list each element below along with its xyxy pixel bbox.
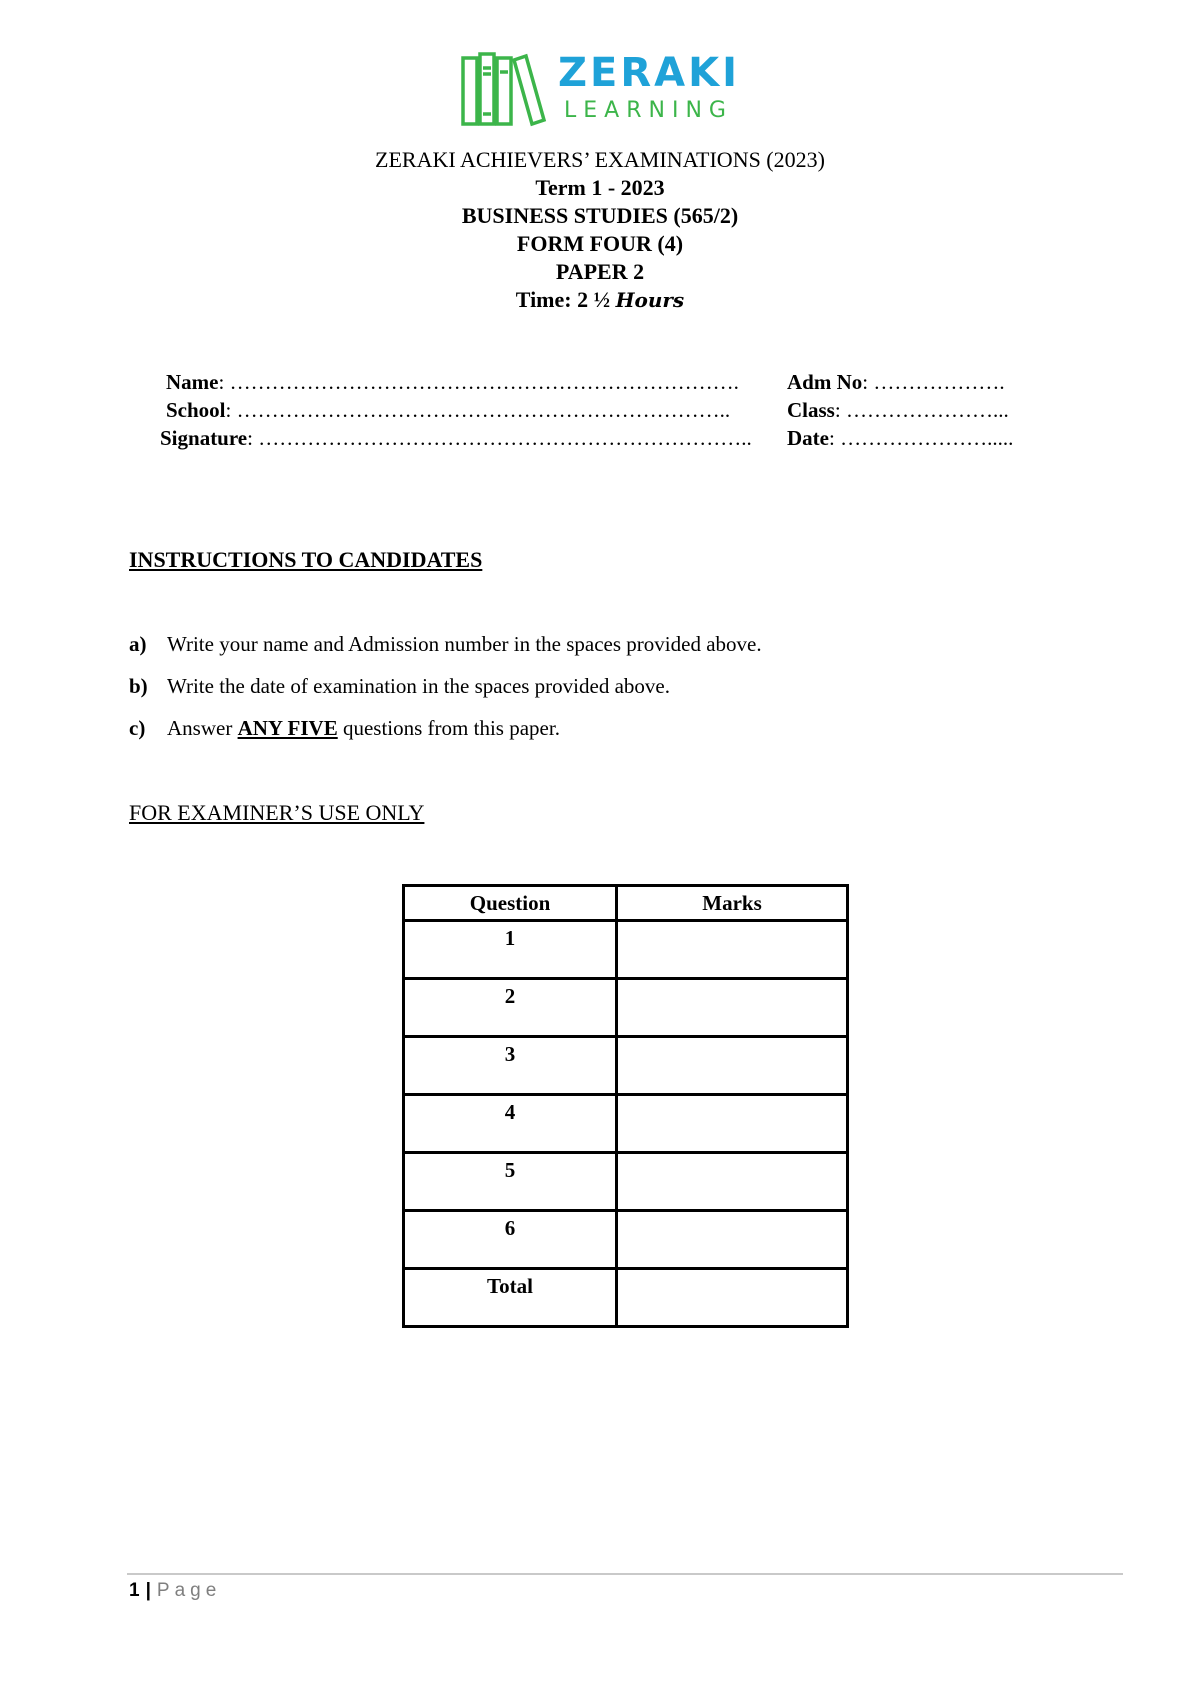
date-field: : …………………..... — [828, 426, 1014, 450]
column-header-question: Question — [404, 886, 617, 921]
instruction-text: Write the date of examination in the spaces provided above. — [167, 674, 670, 698]
question-number: 5 — [404, 1153, 617, 1211]
school-field: : …………………………………………………………….. — [225, 398, 731, 422]
page-number: 1 — [129, 1580, 140, 1601]
signature-line — [160, 426, 752, 451]
signature-field: : …………………………………………………………….. — [247, 426, 752, 450]
question-number: 6 — [404, 1211, 617, 1269]
footer-divider — [127, 1573, 1123, 1575]
marks-cell[interactable] — [617, 1037, 848, 1095]
instruction-item — [129, 716, 560, 741]
adm-no-label: Adm No — [787, 370, 863, 394]
instruction-text-pre: Answer — [167, 716, 238, 740]
instruction-item — [129, 632, 762, 657]
marks-cell[interactable] — [617, 921, 848, 979]
logo-wordmark: ZERAKI — [558, 50, 740, 96]
date-line — [787, 426, 1013, 451]
adm-no-line — [787, 370, 1005, 395]
school-line — [166, 398, 730, 423]
exam-title: ZERAKI ACHIEVERS’ EXAMINATIONS (2023) — [375, 147, 825, 172]
adm-no-field: : ………………. — [862, 370, 1005, 394]
date-label: Date — [787, 426, 829, 450]
table-row — [404, 979, 848, 1037]
instruction-item — [129, 674, 670, 699]
instruction-marker: a) — [129, 632, 147, 656]
name-field: : ………………………………………………………………. — [218, 370, 739, 394]
zeraki-logo — [460, 50, 750, 128]
name-label: Name — [166, 370, 219, 394]
marks-cell[interactable] — [617, 979, 848, 1037]
class-field: : …………………... — [834, 398, 1009, 422]
question-number: 3 — [404, 1037, 617, 1095]
column-header-marks: Marks — [617, 886, 848, 921]
table-row — [404, 1037, 848, 1095]
examiner-heading: FOR EXAMINER’S USE ONLY — [129, 800, 425, 825]
page-word: Page — [156, 1580, 222, 1601]
exam-time — [0, 286, 1200, 314]
instruction-text-post: questions from this paper. — [337, 716, 560, 740]
marks-cell[interactable] — [617, 1153, 848, 1211]
table-row — [404, 921, 848, 979]
instruction-text: Write your name and Admission number in the spaces provided above. — [167, 632, 762, 656]
exam-subject: BUSINESS STUDIES (565/2) — [461, 203, 739, 228]
page-footer — [129, 1580, 221, 1602]
name-line — [166, 370, 739, 395]
total-marks-cell[interactable] — [617, 1269, 848, 1327]
table-row — [404, 1153, 848, 1211]
table-row — [404, 1095, 848, 1153]
exam-time-unit: Hours — [615, 288, 685, 312]
instructions-heading: INSTRUCTIONS TO CANDIDATES — [129, 547, 483, 572]
instruction-marker: b) — [129, 674, 148, 698]
exam-term: Term 1 - 2023 — [535, 175, 665, 200]
instruction-marker: c) — [129, 716, 146, 740]
logo-tagline: LEARNING — [564, 98, 733, 123]
signature-label: Signature — [160, 426, 248, 450]
exam-time-label: Time: 2 ½ — [515, 287, 611, 312]
books-icon — [460, 50, 550, 128]
total-label: Total — [404, 1269, 617, 1327]
marks-table — [402, 884, 849, 1328]
table-row — [404, 1211, 848, 1269]
table-header-row — [404, 886, 848, 921]
exam-title-block — [0, 146, 1200, 314]
question-number: 4 — [404, 1095, 617, 1153]
marks-cell[interactable] — [617, 1095, 848, 1153]
table-row-total — [404, 1269, 848, 1327]
exam-form: FORM FOUR (4) — [516, 231, 684, 256]
class-label: Class — [787, 398, 835, 422]
school-label: School — [166, 398, 226, 422]
instruction-emphasis: ANY FIVE — [237, 716, 338, 740]
class-line — [787, 398, 1009, 423]
question-number: 1 — [404, 921, 617, 979]
marks-cell[interactable] — [617, 1211, 848, 1269]
footer-separator: | — [145, 1580, 151, 1601]
exam-paper: PAPER 2 — [555, 259, 645, 284]
question-number: 2 — [404, 979, 617, 1037]
